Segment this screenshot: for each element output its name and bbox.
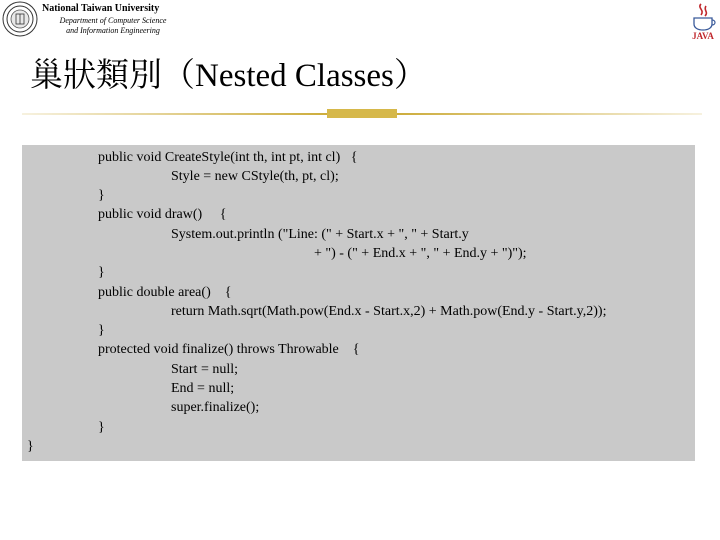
code-line: Style = new CStyle(th, pt, cl); xyxy=(171,169,339,184)
java-logo-text: JAVA xyxy=(692,31,714,40)
code-line: Start = null; xyxy=(171,362,239,377)
code-line: } xyxy=(27,439,34,454)
ntu-seal-icon xyxy=(2,1,38,37)
code-line: System.out.println ("Line: (" + Start.x + ", " + Start.y xyxy=(171,227,469,242)
department-name xyxy=(48,16,178,36)
code-line: } xyxy=(98,323,105,338)
code-line: public double area() { xyxy=(98,285,232,300)
university-name: National Taiwan University xyxy=(42,3,160,14)
code-line: End = null; xyxy=(171,381,235,396)
code-line: public void CreateStyle(int th, int pt, int cl) { xyxy=(98,150,358,165)
code-line: return Math.sqrt(Math.pow(End.x - Start.x,2) + Math.pow(End.y - Start.y,2)); xyxy=(171,304,607,319)
code-line: } xyxy=(98,188,105,203)
code-line: } xyxy=(98,420,105,435)
code-line: public void draw() { xyxy=(98,207,227,222)
code-line: + ") - (" + End.x + ", " + End.y + ")"); xyxy=(314,246,527,261)
department-line-2: and Information Engineering xyxy=(66,26,160,35)
department-line-1: Department of Computer Science xyxy=(59,16,167,25)
code-line: } xyxy=(98,265,105,280)
title-underline xyxy=(22,108,702,120)
code-line: super.finalize(); xyxy=(171,400,260,415)
java-cup-icon xyxy=(688,2,718,40)
code-block xyxy=(22,145,695,461)
slide-title: 巢狀類別（Nested Classes） xyxy=(30,58,427,94)
code-line: protected void finalize() throws Throwable { xyxy=(98,342,360,357)
